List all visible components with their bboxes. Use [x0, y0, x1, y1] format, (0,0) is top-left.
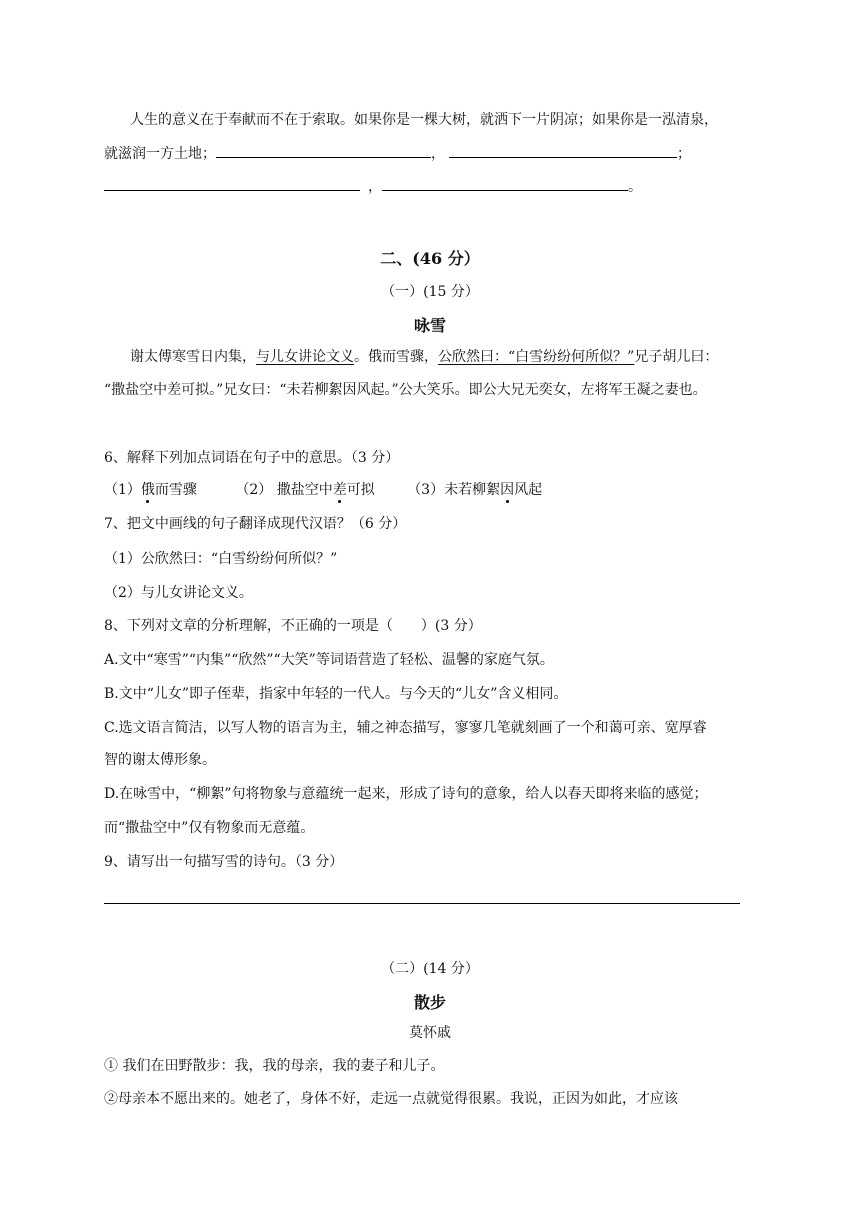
q8-stem: 8、下列对文章的分析理解，不正确的一项是（ ）(3 分） [104, 618, 482, 634]
underlined-sentence-2: 与儿女讲论文义 [256, 349, 354, 365]
passage-text-b: 。俄而雪骤， [354, 349, 438, 365]
dotted-char: 差 [332, 482, 347, 498]
q8-option-d-line-2: 而“撒盐空中”仅有物象而无意蕴。 [104, 820, 315, 836]
part1-label: （一）(15 分） [381, 284, 479, 300]
passage-line-1 [130, 347, 718, 367]
q6-items [104, 480, 542, 500]
intro-line-3 [104, 176, 642, 197]
passage-text-c: 兄子胡儿曰： [634, 349, 719, 365]
q8-option-c-line-2: 智的谢太傅形象。 [104, 752, 216, 768]
intro-line-1: 人生的意义在于奉献而不在于索取。如果你是一棵大树，就洒下一片阴凉；如果你是一泓清泉， [130, 112, 718, 128]
dotted-char: 俄 [140, 482, 155, 498]
part2-label: （二）(14 分） [381, 961, 479, 977]
intro-comma-2: ， [368, 179, 382, 195]
q6-item-1: （1）俄而雪骤 [104, 482, 197, 498]
intro-line-2 [104, 143, 691, 164]
passage-text-a: 谢太傅寒雪日内集， [130, 349, 256, 365]
q7-stem: 7、把文中画线的句子翻译成现代汉语？（6 分） [104, 516, 407, 532]
answer-blank-4[interactable] [382, 176, 628, 191]
q9-stem: 9、请写出一句描写雪的诗句。（3 分） [104, 854, 344, 870]
q9-answer-line[interactable] [104, 903, 740, 904]
q8-option-a: A.文中“寒雪”“内集”“欣然”“大笑”等词语营造了轻松、温馨的家庭气氛。 [104, 652, 554, 668]
q6-stem: 6、解释下列加点词语在句子中的意思。（3 分） [104, 450, 400, 466]
intro-period: 。 [628, 179, 642, 195]
part2-title: 散步 [413, 993, 446, 1012]
passage-line-2: “撒盐空中差可拟。”兄女曰：“未若柳絮因风起。”公大笑乐。即公大兄无奕女，左将军王凝之妻也。 [104, 382, 707, 398]
q7-item-2: （2）与儿女讲论文义。 [104, 585, 253, 601]
intro-semicolon: ； [677, 146, 691, 162]
q6-item-3: （3）未若柳絮因风起 [407, 482, 543, 498]
intro-line-2-text: 就滋润一方土地； [104, 146, 216, 162]
answer-blank-1[interactable] [216, 143, 431, 158]
section-heading: 二、(46 分） [380, 249, 480, 268]
q6-item-2: （2） 撒盐空中差可拟 [235, 482, 375, 498]
q8-option-b: B.文中“儿女”即子侄辈，指家中年轻的一代人。与今天的“儿女”含义相同。 [104, 686, 568, 702]
answer-blank-3[interactable] [104, 176, 360, 191]
part2-author: 莫怀戚 [409, 1025, 451, 1041]
part2-paragraph-1: ① 我们在田野散步：我，我的母亲，我的妻子和儿子。 [104, 1058, 445, 1074]
intro-comma-1: ， [431, 146, 445, 162]
underlined-sentence-1: 公欣然曰：“白雪纷纷何所似？” [438, 349, 635, 365]
q7-item-1: （1）公欣然曰：“白雪纷纷何所似？” [104, 551, 338, 567]
part2-paragraph-2: ②母亲本不愿出来的。她老了，身体不好，走远一点就觉得很累。我说，正因为如此，才应该 [104, 1091, 678, 1107]
part1-title: 咏雪 [413, 316, 446, 335]
q8-option-d-line-1: D.在咏雪中，“柳絮”句将物象与意蕴统一起来，形成了诗句的意象，给人以春天即将来临的感觉； [104, 786, 708, 802]
dotted-char: 因 [500, 482, 515, 498]
q8-option-c-line-1: C.选文语言简洁，以写人物的语言为主，辅之神态描写，寥寥几笔就刻画了一个和蔼可亲、宽厚睿 [104, 720, 707, 736]
answer-blank-2[interactable] [449, 143, 677, 158]
